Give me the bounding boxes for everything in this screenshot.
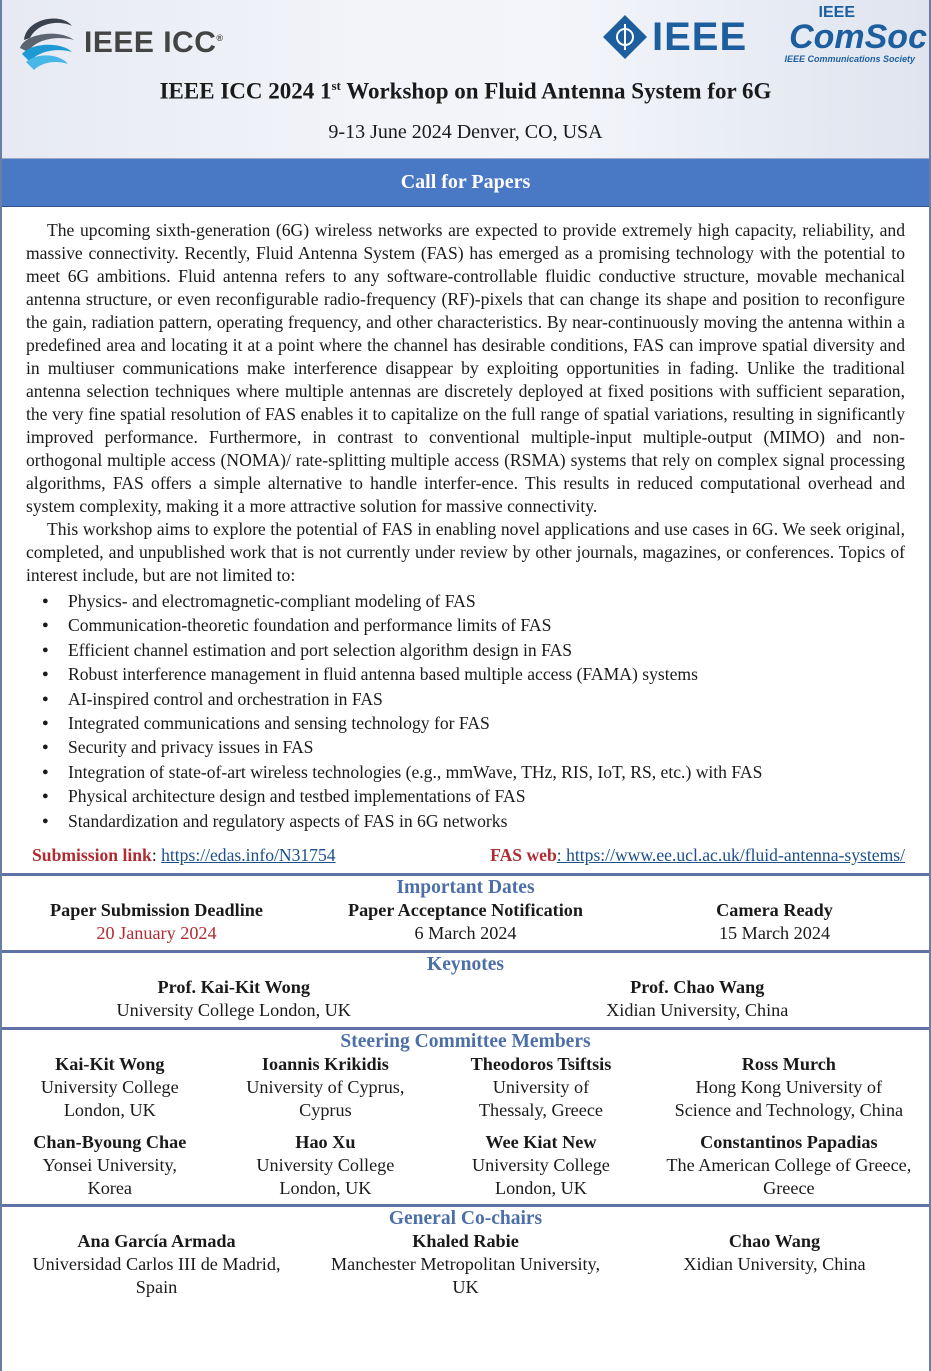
member-affiliation: University College xyxy=(256,1155,395,1176)
general-cochairs-section xyxy=(2,1204,929,1307)
topic-item: ● Security and privacy issues in FAS xyxy=(68,735,905,759)
cochair-name: Khaled Rabie xyxy=(412,1231,519,1252)
links-row xyxy=(2,845,929,873)
submission-link[interactable]: https://edas.info/N31754 xyxy=(161,845,336,866)
fas-web-link[interactable]: https://www.ee.ucl.ac.uk/fluid-antenna-systems/ xyxy=(566,845,905,866)
fas-web-separator: : xyxy=(556,845,567,866)
call-for-papers-banner: Call for Papers xyxy=(2,159,929,207)
member-affiliation: University of xyxy=(492,1077,590,1098)
topic-item: ● Efficient channel estimation and port selection algorithm design in FAS xyxy=(68,638,905,662)
date-label: Paper Acceptance Notification xyxy=(347,900,584,921)
topic-item: ● Integrated communications and sensing technology for FAS xyxy=(68,711,905,735)
topic-item: ● Standardization and regulatory aspects of FAS in 6G networks xyxy=(68,809,905,833)
icc-swirl-icon xyxy=(16,12,76,74)
cochair-affiliation: Universidad Carlos III de Madrid, xyxy=(32,1254,281,1275)
keynotes-section xyxy=(2,950,929,1027)
date-item xyxy=(620,899,929,945)
cochair-affiliation: Xidian University, China xyxy=(683,1254,866,1275)
submission-link-separator: : xyxy=(151,845,162,866)
ieee-diamond-icon xyxy=(602,14,648,60)
member-affiliation: The American College of Greece, xyxy=(666,1155,912,1176)
date-label: Camera Ready xyxy=(716,900,833,921)
member-name: Constantinos Papadias xyxy=(700,1132,878,1153)
topics-list xyxy=(26,589,905,833)
member-name: Kai-Kit Wong xyxy=(55,1054,165,1075)
date-item xyxy=(311,899,620,945)
committee-member xyxy=(649,1053,929,1122)
topic-item: ● AI-inspired control and orchestration in FAS xyxy=(68,687,905,711)
keynote-name: Prof. Kai-Kit Wong xyxy=(157,977,310,998)
member-affiliation: Greece xyxy=(763,1178,815,1199)
member-name: Chan-Byoung Chae xyxy=(33,1132,187,1153)
member-affiliation: Thessaly, Greece xyxy=(478,1100,603,1121)
topic-item: ● Physics- and electromagnetic-compliant modeling of FAS xyxy=(68,589,905,613)
member-affiliation: University of Cyprus, xyxy=(246,1077,405,1098)
cochair-affiliation: UK xyxy=(452,1277,479,1298)
member-name: Ross Murch xyxy=(741,1054,836,1075)
intro-paragraph-1: The upcoming sixth-generation (6G) wireless networks are expected to provide extremely high capacity, reliability, and massive connectivity. Recently, Fluid Antenna System (FAS) has emerged as a promising technology with the potential to meet 6G ambitions. Fluid antenna refers to any software-controllable fluidic conductive structure, movable mechanical antenna structure, or even reconfigurable radio-frequency (RF)-pixels that can change its shape and position to reconfigure the gain, radiation pattern, operating frequency, and other characteristics. By near-continuously moving the antenna within a predefined area and locating it at a point where the channel has desirable conditions, FAS can improve spatial diversity and in multiuser communications make interference disappear by exploiting opportunities in fading. Unlike the traditional antenna selection techniques where multiple antennas are discretely deployed at fixed positions with sufficient separation, the very fine spatial resolution of FAS enables it to capitalize on the full range of spatial variations, resulting in significantly improved performance. Furthermore, in contrast to conventional multiple-input multiple-output (MIMO) and non-orthogonal multiple access (NOMA)/ rate-splitting multiple access (RSMA) systems that rely on complex signal processing algorithms, FAS offers a simple alternative to handle interfer-ence. This results in reduced computational overhead and system complexity, making it a more attractive solution for massive connectivity. xyxy=(26,220,905,516)
cochair-affiliation: Spain xyxy=(135,1277,178,1298)
intro-text xyxy=(2,207,929,833)
member-affiliation: University College xyxy=(471,1155,610,1176)
keynote-affiliation: Xidian University, China xyxy=(606,1000,789,1021)
committee-member xyxy=(2,1131,218,1200)
cochair xyxy=(2,1230,311,1299)
keynote-speaker xyxy=(2,976,466,1022)
member-affiliation: London, UK xyxy=(63,1100,156,1121)
submission-link-group xyxy=(32,845,336,873)
cochair-affiliation: Manchester Metropolitan University, xyxy=(330,1254,601,1275)
comsoc-logo xyxy=(767,6,927,64)
date-value: 6 March 2024 xyxy=(414,923,517,944)
comsoc-logo-top: IEEE xyxy=(818,4,855,21)
comsoc-logo-sub: IEEE Communications Society xyxy=(784,54,915,64)
member-name: Ioannis Krikidis xyxy=(261,1054,389,1075)
general-cochairs-title: General Co-chairs xyxy=(388,1208,543,1230)
keynote-speaker xyxy=(466,976,930,1022)
topic-item: ● Robust interference management in fluid antenna based multiple access (FAMA) systems xyxy=(68,662,905,686)
date-label: Paper Submission Deadline xyxy=(50,900,263,921)
topic-item: ● Physical architecture design and testbed implementations of FAS xyxy=(68,784,905,808)
committee-member xyxy=(218,1131,434,1200)
committee-member xyxy=(433,1053,649,1122)
important-dates-section xyxy=(2,873,929,950)
member-name: Wee Kiat New xyxy=(485,1132,597,1153)
committee-member xyxy=(218,1053,434,1122)
member-name: Theodoros Tsiftsis xyxy=(470,1054,612,1075)
workshop-date-location: 9-13 June 2024 Denver, CO, USA xyxy=(328,121,603,143)
important-dates-title: Important Dates xyxy=(396,877,535,899)
fas-web-link-group xyxy=(490,845,905,873)
icc-logo xyxy=(16,12,224,74)
intro-paragraph-2: This workshop aims to explore the potential of FAS in enabling novel applications and use cases in 6G. We seek original, completed, and unpublished work that is not currently under review by other journals, magazines, or conferences. Topics of interest include, but are not limited to: xyxy=(26,519,905,585)
steering-committee-title: Steering Committee Members xyxy=(340,1031,591,1053)
icc-logo-text: IEEE ICC® xyxy=(84,26,224,59)
topic-item: ● Communication-theoretic foundation and performance limits of FAS xyxy=(68,613,905,637)
member-affiliation: University College xyxy=(40,1077,179,1098)
member-name: Hao Xu xyxy=(295,1132,356,1153)
member-affiliation: Korea xyxy=(87,1178,132,1199)
workshop-title: IEEE ICC 2024 1st Workshop on Fluid Antenna System for 6G xyxy=(159,78,772,104)
keynote-name: Prof. Chao Wang xyxy=(630,977,765,998)
cochair xyxy=(311,1230,620,1299)
member-affiliation: Yonsei University, xyxy=(42,1155,177,1176)
header xyxy=(2,0,929,159)
fas-web-label: FAS web xyxy=(490,845,557,866)
keynotes-title: Keynotes xyxy=(427,954,504,976)
committee-member xyxy=(649,1131,929,1200)
cochair xyxy=(620,1230,929,1299)
member-affiliation: Cyprus xyxy=(299,1100,352,1121)
comsoc-logo-main: ComSoc xyxy=(789,18,927,56)
member-affiliation: Science and Technology, China xyxy=(674,1100,904,1121)
keynote-affiliation: University College London, UK xyxy=(116,1000,351,1021)
date-value: 15 March 2024 xyxy=(718,923,831,944)
committee-member xyxy=(2,1053,218,1122)
date-value: 20 January 2024 xyxy=(96,923,217,944)
topic-item: ● Integration of state-of-art wireless technologies (e.g., mmWave, THz, RIS, IoT, RS, etc.) with FAS xyxy=(68,760,905,784)
cochair-name: Chao Wang xyxy=(728,1231,821,1252)
member-affiliation: London, UK xyxy=(279,1178,372,1199)
cochair-name: Ana García Armada xyxy=(77,1231,236,1252)
steering-committee-section xyxy=(2,1027,929,1204)
submission-link-label: Submission link xyxy=(32,845,152,866)
committee-member xyxy=(433,1131,649,1200)
ieee-logo xyxy=(602,14,747,60)
date-item xyxy=(2,899,311,945)
ieee-logo-text: IEEE xyxy=(652,14,748,59)
member-affiliation: Hong Kong University of xyxy=(695,1077,883,1098)
member-affiliation: London, UK xyxy=(494,1178,587,1199)
